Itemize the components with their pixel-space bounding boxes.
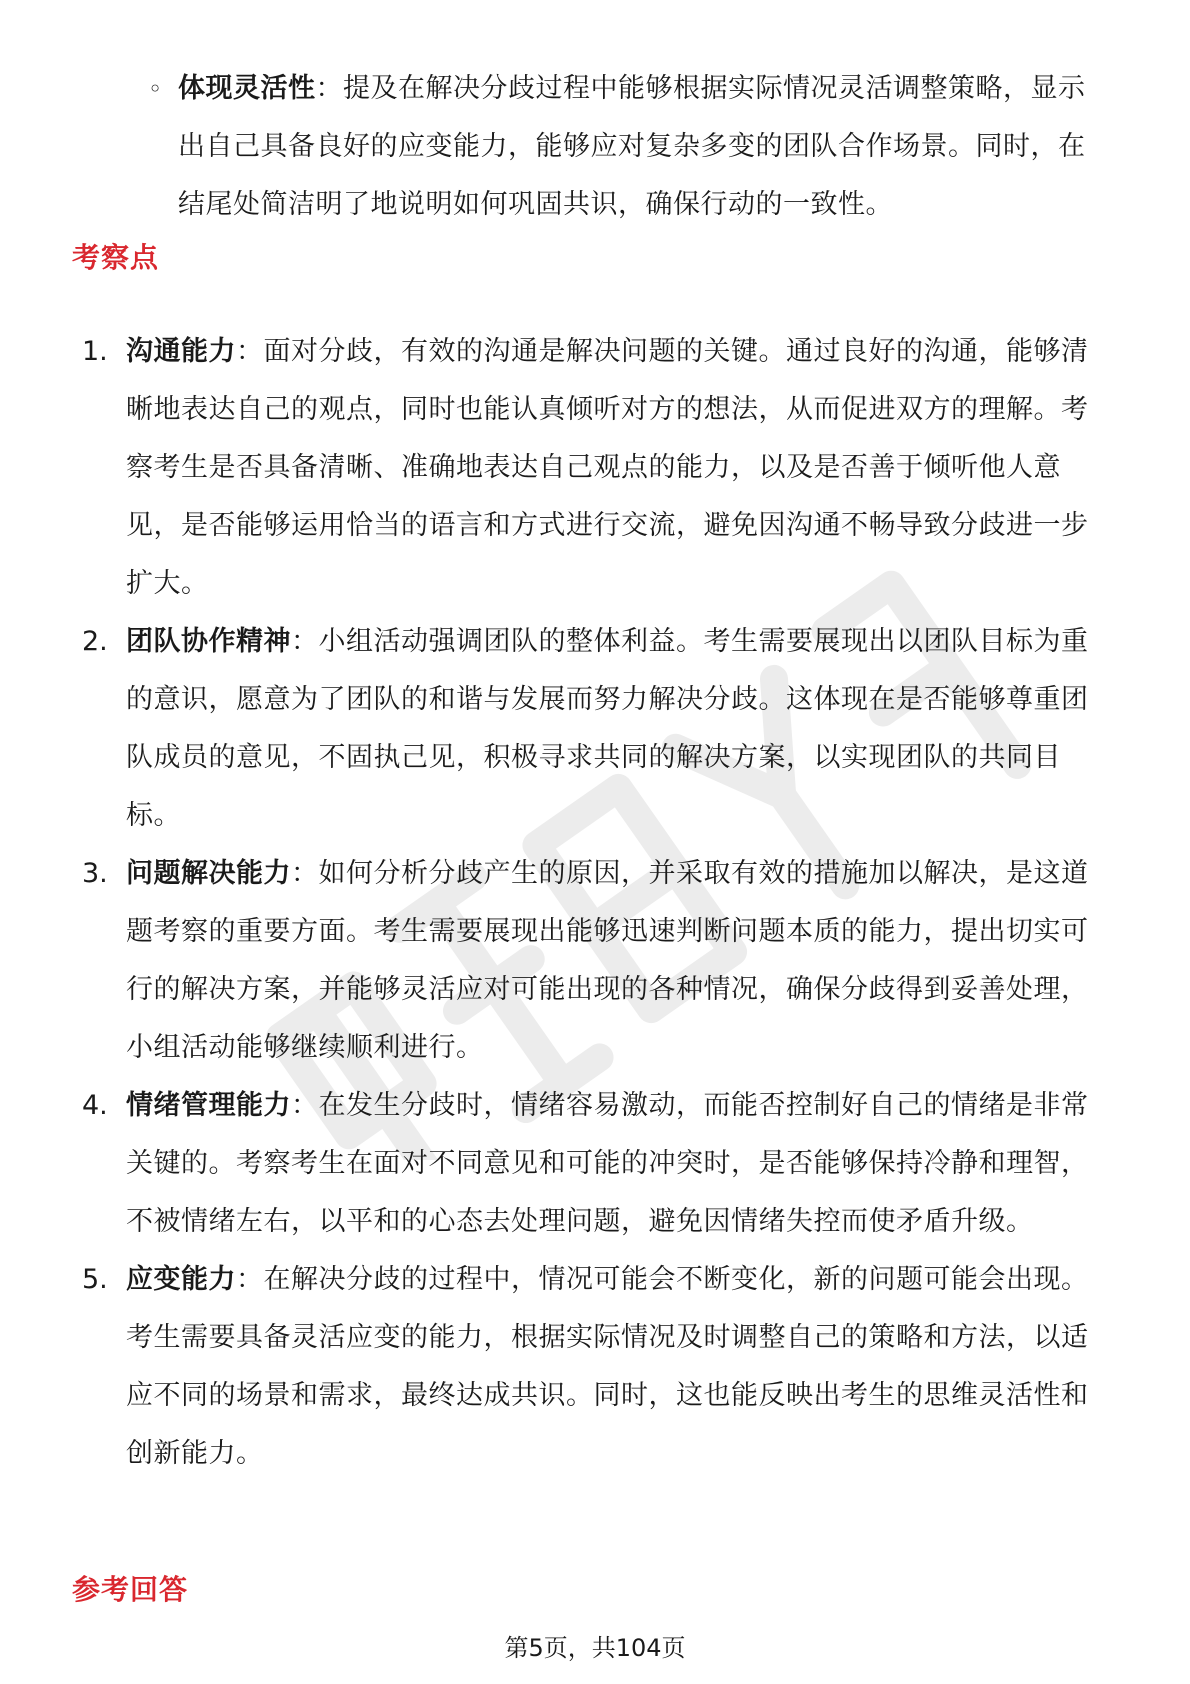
list-item-body: ：在发生分歧时，情绪容易激动，而能否控制好自己的情绪是非常关键的。考察考生在面对不同意见和可能的冲突时，是否能够保持冷静和理智，不被情绪左右，以平和的心态去处理问题，避免因情绪失控而使矛盾升级。: [126, 1090, 1089, 1237]
list-item-number: 5.: [82, 1264, 108, 1295]
list-item-text: [126, 1251, 1112, 1483]
list-item-title: 应变能力: [126, 1264, 236, 1295]
list-item-body: ：面对分歧，有效的沟通是解决问题的关键。通过良好的沟通，能够清晰地表达自己的观点，同时也能认真倾听对方的想法，从而促进双方的理解。考察考生是否具备清晰、准确地表达自己观点的能力，以及是否善于倾听他人意见，是否能够运用恰当的语言和方式进行交流，避免因沟通不畅导致分歧进一步扩大。: [126, 336, 1089, 599]
list-item: [82, 845, 1112, 1077]
list-item-body: ：如何分析分歧产生的原因，并采取有效的措施加以解决，是这道题考察的重要方面。考生需要展现出能够迅速判断问题本质的能力，提出切实可行的解决方案，并能够灵活应对可能出现的各种情况，确保分歧得到妥善处理，小组活动能够继续顺利进行。: [126, 858, 1089, 1063]
intro-bullet-title: 体现灵活性: [178, 73, 316, 104]
list-item-title: 沟通能力: [126, 336, 236, 367]
intro-bullet-body: ：提及在解决分歧过程中能够根据实际情况灵活调整策略，显示出自己具备良好的应变能力，能够应对复杂多变的团队合作场景。同时，在结尾处简洁明了地说明如何巩固共识，确保行动的一致性。: [178, 73, 1086, 220]
section-heading-assessment: 考察点: [72, 241, 160, 274]
list-item-title: 团队协作精神: [126, 626, 291, 657]
list-item: [82, 1251, 1112, 1483]
page-number-footer: 第5页，共104页: [504, 1634, 686, 1662]
assessment-points-list: [82, 323, 1112, 1483]
section-heading-reference-answer: 参考回答: [72, 1573, 189, 1606]
list-item-text: [126, 323, 1112, 613]
list-item: [82, 1077, 1112, 1251]
list-item-number: 2.: [82, 626, 108, 657]
list-item-body: ：在解决分歧的过程中，情况可能会不断变化，新的问题可能会出现。考生需要具备灵活应变的能力，根据实际情况及时调整自己的策略和方法，以适应不同的场景和需求，最终达成共识。同时，这也能反映出考生的思维灵活性和创新能力。: [126, 1264, 1089, 1469]
list-item-body: ：小组活动强调团队的整体利益。考生需要展现出以团队目标为重的意识，愿意为了团队的和谐与发展而努力解决分歧。这体现在是否能够尊重团队成员的意见，不固执己见，积极寻求共同的解决方案，以实现团队的共同目标。: [126, 626, 1089, 831]
intro-bullet: [148, 60, 1108, 234]
list-item-number: 1.: [82, 336, 108, 367]
list-item-title: 问题解决能力: [126, 858, 291, 889]
list-item: [82, 323, 1112, 613]
list-item-text: [126, 845, 1112, 1077]
list-item-title: 情绪管理能力: [126, 1090, 291, 1121]
hollow-bullet-icon: ◦: [148, 75, 163, 103]
list-item: [82, 613, 1112, 845]
list-item-number: 4.: [82, 1090, 108, 1121]
intro-bullet-text: [178, 60, 1108, 234]
list-item-text: [126, 1077, 1112, 1251]
list-item-number: 3.: [82, 858, 108, 889]
list-item-text: [126, 613, 1112, 845]
